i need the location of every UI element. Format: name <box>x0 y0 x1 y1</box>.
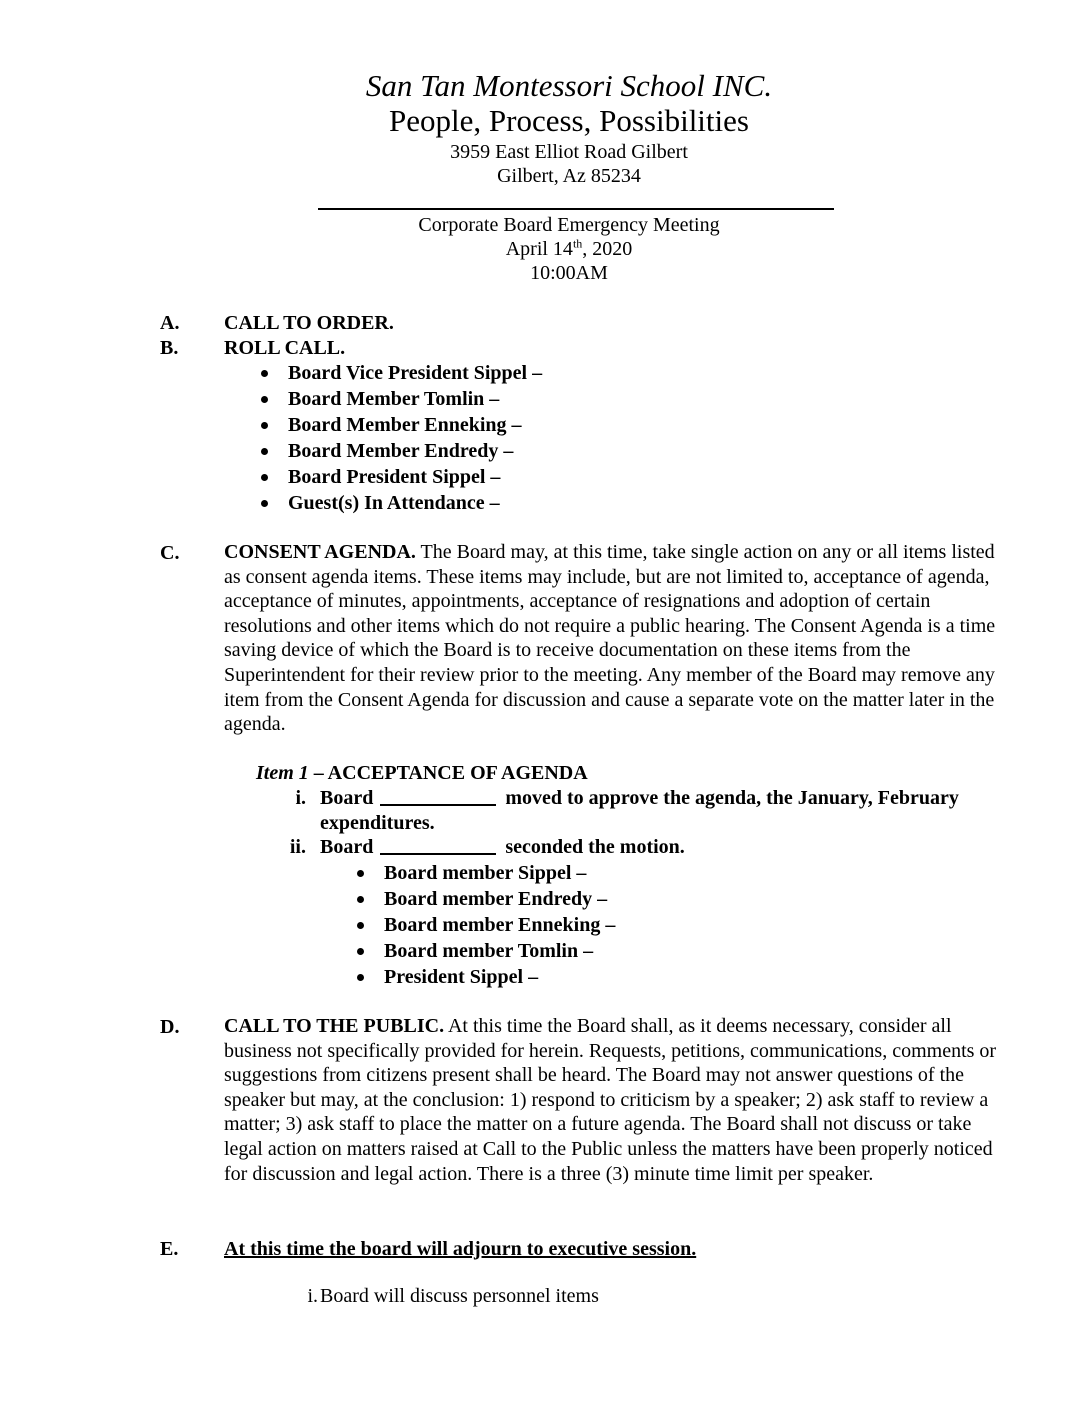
motion-blank-line <box>380 786 496 806</box>
motion-numeral: i. <box>295 787 306 809</box>
call-to-public-title: CALL TO THE PUBLIC. <box>224 1015 445 1037</box>
roll-call-list <box>288 360 542 516</box>
vote-item: Board member Enneking – <box>384 914 616 936</box>
vote-list <box>384 860 615 990</box>
section-c-letter: C. <box>160 542 180 564</box>
roll-call-item: Board President Sippel – <box>288 464 542 490</box>
address-line-1: 3959 East Elliot Road Gilbert <box>450 141 688 163</box>
section-b-letter: B. <box>160 337 179 359</box>
consent-agenda-body: The Board may, at this time, take single action on any or all items listed as consent agenda items. These items may include, but are not limited to, acceptance of agenda, acceptance of minutes, appointments, acceptance of resignations and adoption of certain resolutions and other items which do not require a public hearing. The Consent Agenda is a time saving device of which the Board is to receive documentation on these items from the Superintendent for their review prior to the meeting. Any member of the Board may remove any item from the Consent Agenda for discussion and cause a separate vote on the matter later in the agenda. <box>224 541 996 736</box>
roll-call-item: Board Member Tomlin – <box>288 386 542 412</box>
consent-agenda-paragraph <box>224 540 1014 737</box>
agenda-item-heading <box>256 760 588 786</box>
section-e-letter: E. <box>160 1238 179 1260</box>
roll-call-item: Board Member Enneking – <box>288 412 542 438</box>
second-numeral: ii. <box>289 836 306 858</box>
item-title: – ACCEPTANCE OF AGENDA <box>308 762 588 784</box>
meeting-title: Corporate Board Emergency Meeting <box>418 214 720 236</box>
second-prefix: Board <box>320 836 374 858</box>
call-to-public-body: At this time the Board shall, as it deems necessary, consider all business not specifically provided for herein. Requests, petitions, communications, comments or suggestions from citizens present shall be heard. The Board may not answer questions of the speaker but may, at the conclusion: 1) respond to criticism by a speaker; 2) ask staff to review a matter; 3) ask staff to place the matter on a future agenda. The Board shall not discuss or take legal action on matters raised at Call to the Public unless the matters have been properly noticed for discussion and legal action. There is a three (3) minute time limit per speaker. <box>224 1015 997 1185</box>
executive-item-text: Board will discuss personnel items <box>320 1285 599 1307</box>
meeting-time: 10:00AM <box>530 262 608 284</box>
roll-call-item: Board Vice President Sippel – <box>288 362 543 384</box>
motion-text <box>320 786 1020 835</box>
address-line-2: Gilbert, Az 85234 <box>497 165 641 187</box>
roll-call-item: Board Member Endredy – <box>288 438 542 464</box>
second-text <box>320 835 1020 860</box>
date-month-day: April 14 <box>505 238 573 260</box>
meeting-date <box>0 237 1088 261</box>
school-motto: People, Process, Possibilities <box>389 103 749 138</box>
header-divider <box>318 208 834 210</box>
item-label: Item 1 <box>256 762 309 784</box>
executive-item-numeral: i. <box>307 1285 318 1307</box>
call-to-public-paragraph <box>224 1014 1014 1186</box>
section-a-title: CALL TO ORDER. <box>224 312 394 334</box>
vote-item: President Sippel – <box>384 964 615 990</box>
motion-prefix: Board <box>320 787 374 809</box>
date-year: , 2020 <box>582 238 633 260</box>
executive-session-heading: At this time the board will adjourn to executive session. <box>224 1238 697 1260</box>
vote-item: Board member Tomlin – <box>384 938 615 964</box>
date-suffix: th <box>572 236 583 251</box>
second-blank-line <box>380 835 496 855</box>
section-b-title: ROLL CALL. <box>224 337 346 359</box>
roll-call-item: Guest(s) In Attendance – <box>288 490 542 516</box>
second-suffix: seconded the motion. <box>505 836 685 858</box>
motion-suffix: moved to approve the agenda, the January, February expenditures. <box>320 787 959 834</box>
vote-item: Board member Endredy – <box>384 886 615 912</box>
consent-agenda-title: CONSENT AGENDA. <box>224 541 416 563</box>
section-d-letter: D. <box>160 1016 180 1038</box>
vote-item: Board member Sippel – <box>384 860 615 886</box>
section-a-letter: A. <box>160 312 180 334</box>
school-name: San Tan Montessori School INC. <box>365 68 773 103</box>
